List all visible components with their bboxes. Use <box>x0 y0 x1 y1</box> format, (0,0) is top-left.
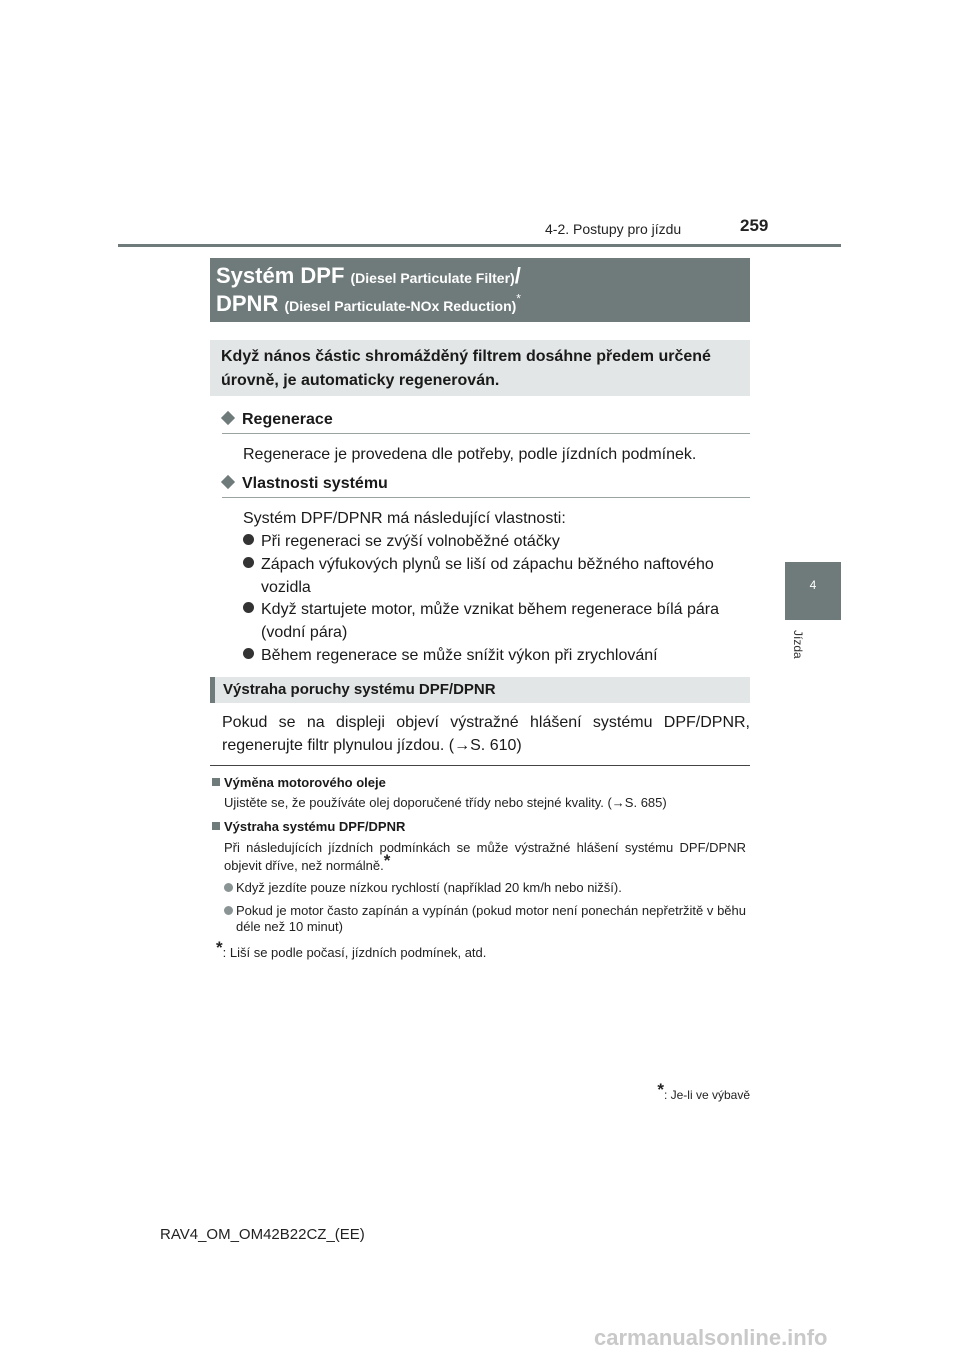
note-warning-heading <box>212 819 405 834</box>
heading-regeneration-text: Regenerace <box>242 411 333 428</box>
bullet-icon <box>243 602 254 613</box>
square-icon <box>212 822 220 830</box>
watermark: carmanualsonline.info <box>594 1325 828 1350</box>
intro-text: Když nános částic shromážděný filtrem dosáhne předem určené úrovně, je automaticky regenerován. <box>221 348 711 389</box>
chapter-label <box>781 630 805 690</box>
heading-rule <box>222 433 750 434</box>
warning-text: Pokud se na displeji objeví výstražné hlášení systému DPF/DPNR, regenerujte filtr plynulou jízdou. (→S. 610) <box>222 714 750 754</box>
intro-box <box>210 340 750 396</box>
title-line-1 <box>216 263 521 289</box>
title-sub-2: (Diesel Particulate-NOx Reduction) <box>284 298 517 314</box>
list-item-text: Když startujete motor, může vznikat během regenerace bílá pára (vodní pára) <box>261 601 720 641</box>
warning-accent <box>210 677 215 703</box>
heading-features <box>222 475 388 493</box>
title-main-2: DPNR <box>216 291 279 316</box>
list-item <box>224 903 746 935</box>
header-rule <box>118 244 841 247</box>
asterisk: * <box>216 938 223 957</box>
title-main-1: Systém DPF <box>216 263 345 288</box>
list-item <box>243 644 750 667</box>
bullet-icon <box>224 906 233 915</box>
section-header: 4-2. Postupy pro jízdu <box>545 221 682 237</box>
title-asterisk: * <box>516 291 521 306</box>
list-item <box>224 880 746 896</box>
list-item <box>243 553 750 599</box>
note-oil-heading-text: Výměna motorového oleje <box>224 775 386 790</box>
bullet-icon <box>243 648 254 659</box>
warning-heading: Výstraha poruchy systému DPF/DPNR <box>223 681 496 698</box>
bullet-icon <box>224 883 233 892</box>
chapter-number: 4 <box>809 578 817 592</box>
footnote <box>216 938 487 960</box>
list-item <box>243 598 750 644</box>
heading-features-text: Vlastnosti systému <box>242 475 388 492</box>
list-item <box>243 530 750 553</box>
features-text: Systém DPF/DPNR má následující vlastnosti: <box>243 510 566 527</box>
document-code: RAV4_OM_OM42B22CZ_(EE) <box>160 1226 365 1243</box>
footnote-text: : Liší se podle počasí, jízdních podmínek, atd. <box>222 945 487 960</box>
square-icon <box>212 778 220 786</box>
list-item-text: Když jezdíte pouze nízkou rychlostí (například 20 km/h nebo nižší). <box>236 880 622 895</box>
title-separator: / <box>514 263 521 288</box>
availability-note <box>630 1080 750 1102</box>
bullet-icon <box>243 557 254 568</box>
title-sub-1: (Diesel Particulate Filter) <box>350 270 515 286</box>
list-item-text: Při regeneraci se zvýší volnoběžné otáčky <box>261 533 560 550</box>
regeneration-text: Regenerace je provedena dle potřeby, podle jízdních podmínek. <box>243 446 697 463</box>
availability-text: : Je-li ve výbavě <box>663 1088 750 1102</box>
diamond-icon <box>221 475 235 489</box>
list-item-text: Zápach výfukových plynů se liší od zápachu běžného naftového vozidla <box>261 556 714 596</box>
note-warning-body: Při následujících jízdních podmínkách se může výstražné hlášení systému DPF/DPNR objevit dříve, než normálně. <box>224 840 746 873</box>
note-warning-text <box>224 840 746 874</box>
note-warning-heading-text: Výstraha systému DPF/DPNR <box>224 819 406 834</box>
diamond-icon <box>221 411 235 425</box>
heading-rule <box>222 497 750 498</box>
note-oil-heading <box>212 775 386 790</box>
chapter-label-text: Jízda <box>791 630 805 659</box>
bullet-icon <box>243 534 254 545</box>
warning-heading-bar <box>210 677 750 703</box>
note-oil-text: Ujistěte se, že používáte olej doporučené třídy nebo stejné kvality. (→S. 685) <box>224 795 667 810</box>
notes-divider <box>210 765 750 766</box>
list-item-text: Pokud je motor často zapínán a vypínán (pokud motor není ponechán nepřetržitě v běhu déle než 10 minut) <box>236 903 746 934</box>
page-number: 259 <box>740 216 769 235</box>
heading-regeneration <box>222 411 333 429</box>
title-line-2 <box>216 291 521 317</box>
asterisk: * <box>383 851 391 870</box>
list-item-text: Během regenerace se může snížit výkon při zrychlování <box>261 647 658 664</box>
page-title <box>210 258 750 322</box>
asterisk: * <box>657 1080 664 1099</box>
